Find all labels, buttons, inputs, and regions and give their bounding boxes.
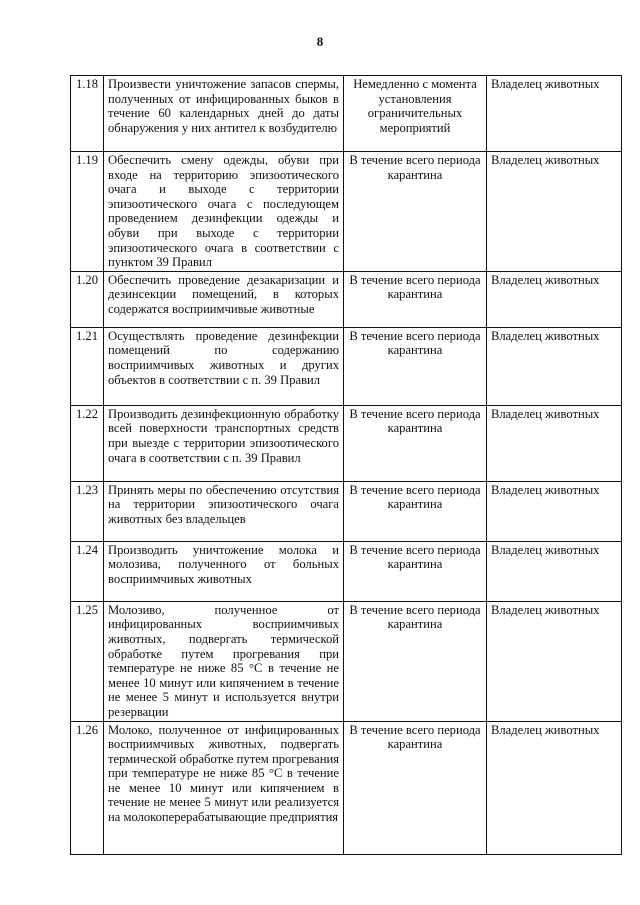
table-row <box>71 601 622 721</box>
responsible-text: Владелец животных <box>487 405 622 481</box>
table-row <box>71 721 622 854</box>
term-text: В течение всего периода карантина <box>344 481 487 541</box>
row-number: 1.26 <box>71 721 104 854</box>
measure-text: Молозиво, полученное от инфицированных восприимчивых животных, подвергать термической обработке путем прогревания при температуре не ниже 85 °С в течение не менее 10 минут или кипячением в течение не менее 5 минут и используется внутри резервации <box>104 601 344 721</box>
responsible-text: Владелец животных <box>487 721 622 854</box>
table-row <box>71 271 622 327</box>
term-text: В течение всего периода карантина <box>344 327 487 405</box>
row-number: 1.22 <box>71 405 104 481</box>
measure-text: Принять меры по обеспечению отсутствия на территории эпизоотического очага животных без владельцев <box>104 481 344 541</box>
responsible-text: Владелец животных <box>487 541 622 601</box>
page-number: 8 <box>316 34 324 49</box>
row-number: 1.24 <box>71 541 104 601</box>
measure-text: Обеспечить проведение дезакаризации и дезинсекции помещений, в которых содержатся восприимчивые животные <box>104 271 344 327</box>
table-row <box>71 76 622 152</box>
responsible-text: Владелец животных <box>487 271 622 327</box>
term-text: В течение всего периода карантина <box>344 721 487 854</box>
table-row <box>71 481 622 541</box>
measures-table <box>70 75 622 855</box>
row-number: 1.25 <box>71 601 104 721</box>
row-number: 1.18 <box>71 76 104 152</box>
responsible-text: Владелец животных <box>487 601 622 721</box>
table-row <box>71 327 622 405</box>
term-text: В течение всего периода карантина <box>344 405 487 481</box>
measure-text: Производить уничтожение молока и молозива, полученного от больных восприимчивых животных <box>104 541 344 601</box>
term-text: В течение всего периода карантина <box>344 541 487 601</box>
row-number: 1.19 <box>71 152 104 272</box>
measure-text: Производить дезинфекционную обработку всей поверхности транспортных средств при выезде с территории эпизоотического очага в соответствии с п. 39 Правил <box>104 405 344 481</box>
responsible-text: Владелец животных <box>487 481 622 541</box>
table-row <box>71 541 622 601</box>
measure-text: Молоко, полученное от инфицированных восприимчивых животных, подвергать термической обработке путем прогревания при температуре не ниже 85 °С в течение не менее 10 минут или кипячением в течение не менее 5 минут или реализуется на молокоперерабатывающие предприятия <box>104 721 344 854</box>
responsible-text: Владелец животных <box>487 327 622 405</box>
term-text: В течение всего периода карантина <box>344 152 487 272</box>
responsible-text: Владелец животных <box>487 76 622 152</box>
row-number: 1.21 <box>71 327 104 405</box>
table-row <box>71 405 622 481</box>
measure-text: Произвести уничтожение запасов спермы, полученных от инфицированных быков в течение 60 календарных дней до даты обнаружения у них антител к возбудителю <box>104 76 344 152</box>
table-row <box>71 152 622 272</box>
row-number: 1.20 <box>71 271 104 327</box>
measure-text: Осуществлять проведение дезинфекции помещений по содержанию восприимчивых животных и других объектов в соответствии с п. 39 Правил <box>104 327 344 405</box>
row-number: 1.23 <box>71 481 104 541</box>
term-text: В течение всего периода карантина <box>344 601 487 721</box>
responsible-text: Владелец животных <box>487 152 622 272</box>
term-text: В течение всего периода карантина <box>344 271 487 327</box>
term-text: Немедленно с момента установления ограничительных мероприятий <box>344 76 487 152</box>
measure-text: Обеспечить смену одежды, обуви при входе на территорию эпизоотического очага и выходе с территории эпизоотического очага с последующем проведением дезинфекции одежды и обуви при выходе с территории эпизоотического очага в соответствии с пунктом 39 Правил <box>104 152 344 272</box>
